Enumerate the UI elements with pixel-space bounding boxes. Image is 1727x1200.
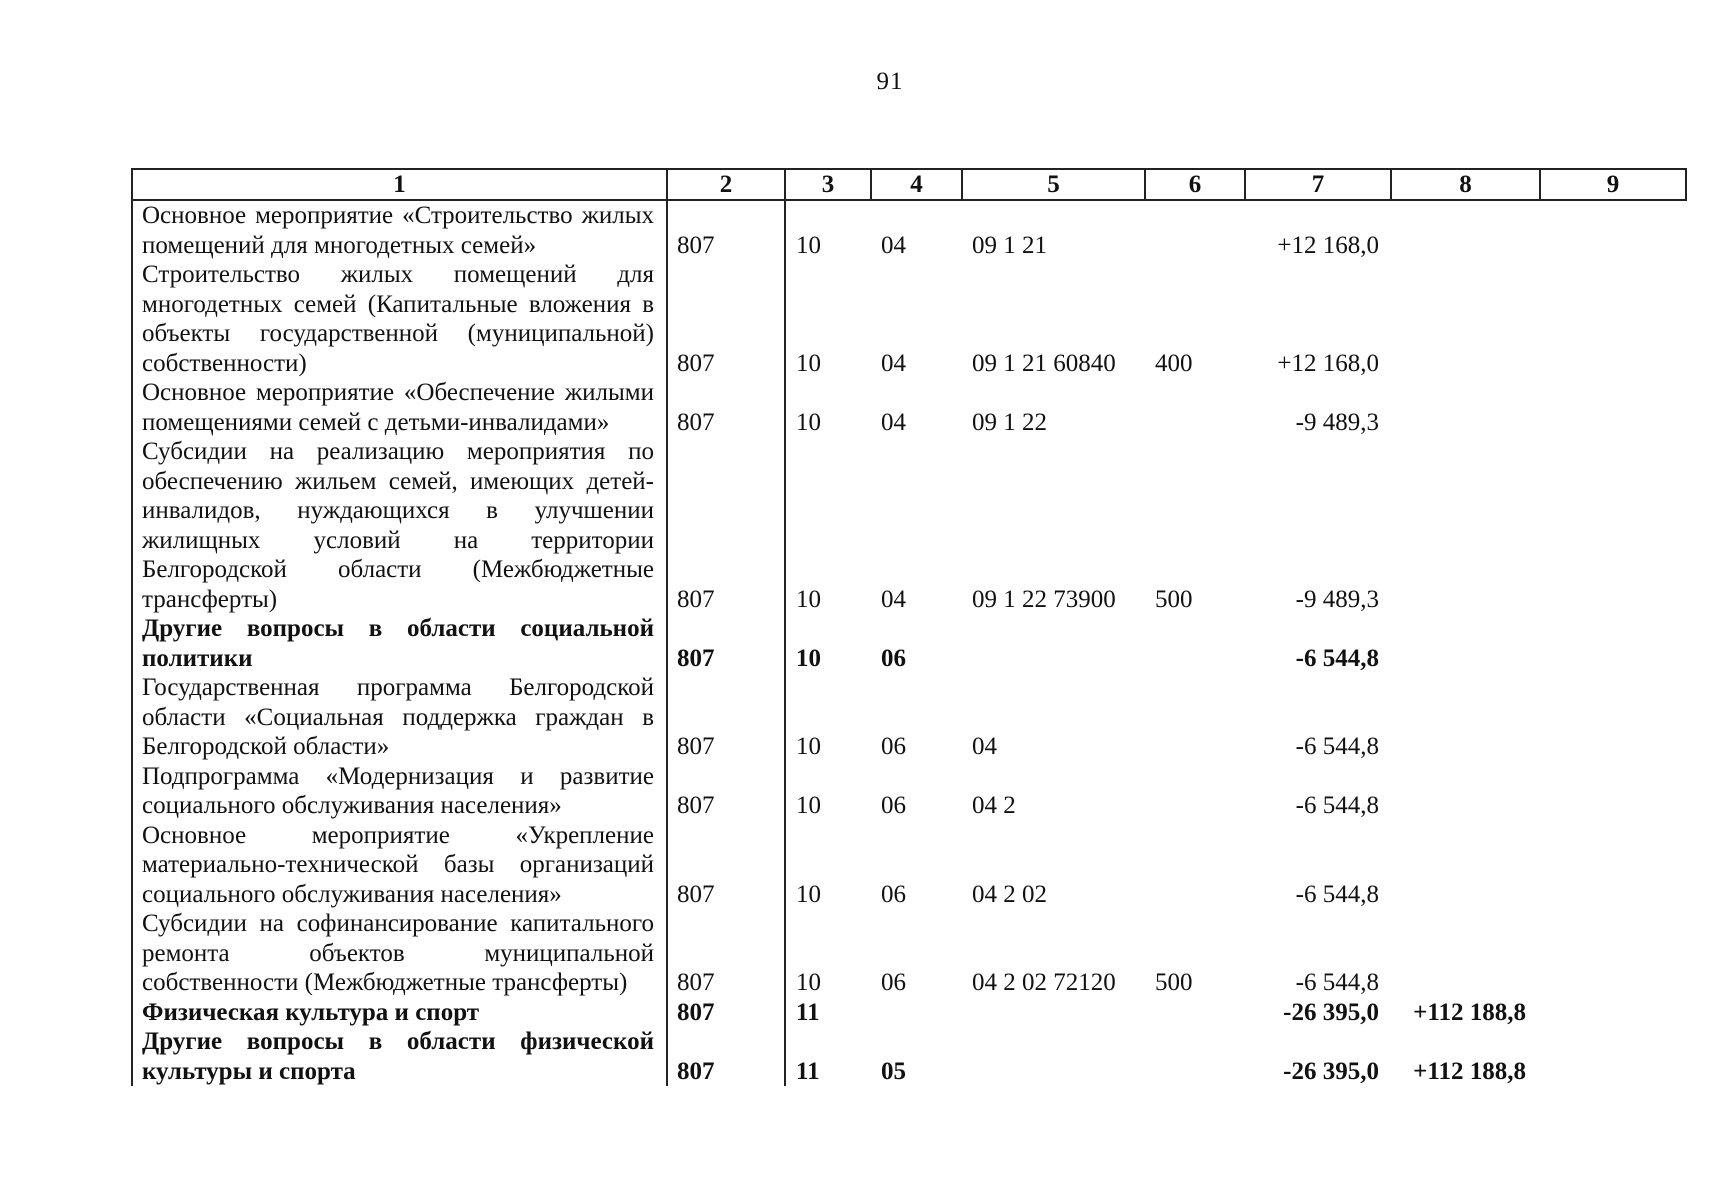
target-item-code: 09 1 21 bbox=[972, 231, 1047, 259]
target-item-code: 09 1 22 bbox=[972, 408, 1047, 436]
row-description: Основное мероприятие «Укрепление материально-технической базы организаций социального обслуживания населения» bbox=[132, 821, 667, 910]
ministry-code: 807 bbox=[667, 762, 785, 821]
column-header: 7 bbox=[1245, 169, 1391, 200]
section-code: 10 bbox=[796, 349, 821, 377]
amount-change-col7: -6 544,8 bbox=[1295, 792, 1379, 819]
amount-change-col8: +112 188,8 bbox=[1413, 1057, 1526, 1085]
table-row bbox=[132, 614, 1686, 673]
row-description: Субсидии на реализацию мероприятия по обеспечению жильем семей, имеющих детей-инвалидов, нуждающихся в улучшении жилищных условий на территории Белгородской области (Межбюджетные трансферты) bbox=[132, 437, 667, 614]
amount-change-col9 bbox=[1540, 614, 1686, 673]
expense-type-code: 500 bbox=[1155, 969, 1193, 996]
amount-change-col9 bbox=[1540, 378, 1686, 437]
expense-type-code: 500 bbox=[1155, 585, 1193, 613]
expense-type-code bbox=[1145, 378, 1245, 437]
amount-change-col7: +12 168,0 bbox=[1277, 231, 1379, 259]
amount-change-col9 bbox=[1540, 762, 1686, 821]
subsection-code: 04 bbox=[881, 408, 906, 436]
amount-change-col8: +112 188,8 bbox=[1413, 998, 1526, 1026]
subsection-code: 04 bbox=[881, 349, 906, 377]
amount-change-col9 bbox=[1540, 673, 1686, 762]
ministry-code: 807 bbox=[667, 378, 785, 437]
amount-change-col8 bbox=[1391, 260, 1540, 378]
subsection-code: 06 bbox=[881, 792, 906, 819]
section-code: 10 bbox=[796, 733, 821, 760]
target-item-code: 09 1 22 73900 bbox=[972, 585, 1116, 613]
expense-type-code bbox=[1145, 673, 1245, 762]
row-description: Физическая культура и спорт bbox=[132, 998, 667, 1028]
amount-change-col7: -26 395,0 bbox=[1283, 1057, 1379, 1085]
amount-change-col7: -26 395,0 bbox=[1283, 998, 1379, 1026]
table-row bbox=[132, 998, 1686, 1028]
ministry-code: 807 bbox=[667, 821, 785, 910]
table-row bbox=[132, 673, 1686, 762]
target-item-code bbox=[962, 1027, 1145, 1086]
section-code: 11 bbox=[796, 998, 820, 1026]
expense-type-code bbox=[1145, 821, 1245, 910]
table-row bbox=[132, 762, 1686, 821]
target-item-code: 04 bbox=[972, 733, 997, 760]
column-header: 4 bbox=[871, 169, 962, 200]
amount-change-col8 bbox=[1391, 200, 1540, 260]
table-row bbox=[132, 1027, 1686, 1086]
amount-change-col9 bbox=[1540, 437, 1686, 614]
section-code: 10 bbox=[796, 792, 821, 819]
amount-change-col9 bbox=[1540, 998, 1686, 1028]
column-header: 8 bbox=[1391, 169, 1540, 200]
expense-type-code: 400 bbox=[1155, 349, 1193, 377]
section-code: 10 bbox=[796, 644, 821, 672]
budget-table bbox=[131, 168, 1687, 1086]
amount-change-col8 bbox=[1391, 673, 1540, 762]
amount-change-col8 bbox=[1391, 614, 1540, 673]
target-item-code: 04 2 02 bbox=[972, 880, 1047, 908]
target-item-code: 09 1 21 60840 bbox=[972, 349, 1116, 377]
target-item-code: 04 2 bbox=[972, 792, 1016, 819]
row-description: Подпрограмма «Модернизация и развитие социального обслуживания населения» bbox=[132, 762, 667, 821]
expense-type-code bbox=[1145, 998, 1245, 1028]
expense-type-code bbox=[1145, 762, 1245, 821]
column-header: 2 bbox=[667, 169, 785, 200]
section-code: 10 bbox=[796, 585, 821, 613]
row-description: Основное мероприятие «Строительство жилых помещений для многодетных семей» bbox=[132, 200, 667, 260]
subsection-code bbox=[871, 998, 962, 1028]
table-row bbox=[132, 437, 1686, 614]
subsection-code: 06 bbox=[881, 969, 906, 996]
target-item-code bbox=[962, 998, 1145, 1028]
subsection-code: 05 bbox=[881, 1057, 906, 1085]
ministry-code: 807 bbox=[667, 1027, 785, 1086]
row-description: Строительство жилых помещений для многодетных семей (Капитальные вложения в объекты государственной (муниципальной) собственности) bbox=[132, 260, 667, 378]
expense-type-code bbox=[1145, 1027, 1245, 1086]
subsection-code: 06 bbox=[881, 880, 906, 908]
expense-type-code bbox=[1145, 614, 1245, 673]
amount-change-col8 bbox=[1391, 762, 1540, 821]
section-code: 10 bbox=[796, 231, 821, 259]
section-code: 10 bbox=[796, 408, 821, 436]
page-number: 91 bbox=[876, 68, 904, 95]
ministry-code: 807 bbox=[667, 200, 785, 260]
target-item-code: 04 2 02 72120 bbox=[972, 969, 1116, 996]
ministry-code: 807 bbox=[667, 437, 785, 614]
amount-change-col8 bbox=[1391, 909, 1540, 998]
column-header: 3 bbox=[785, 169, 871, 200]
amount-change-col7: -6 544,8 bbox=[1295, 880, 1379, 908]
column-header: 6 bbox=[1145, 169, 1245, 200]
table-row bbox=[132, 378, 1686, 437]
table-row bbox=[132, 821, 1686, 910]
subsection-code: 06 bbox=[881, 644, 906, 672]
amount-change-col8 bbox=[1391, 821, 1540, 910]
amount-change-col9 bbox=[1540, 1027, 1686, 1086]
column-header: 9 bbox=[1540, 169, 1686, 200]
column-header: 1 bbox=[132, 169, 667, 200]
row-description: Субсидии на софинансирование капитального ремонта объектов муниципальной собственности (Межбюджетные трансферты) bbox=[132, 909, 667, 998]
subsection-code: 04 bbox=[881, 231, 906, 259]
section-code: 11 bbox=[796, 1057, 820, 1085]
row-description: Другие вопросы в области физической культуры и спорта bbox=[132, 1027, 667, 1086]
amount-change-col7: -6 544,8 bbox=[1295, 644, 1379, 672]
table-row bbox=[132, 200, 1686, 260]
table-row bbox=[132, 909, 1686, 998]
subsection-code: 04 bbox=[881, 585, 906, 613]
ministry-code: 807 bbox=[667, 614, 785, 673]
amount-change-col9 bbox=[1540, 200, 1686, 260]
amount-change-col7: -6 544,8 bbox=[1295, 969, 1379, 996]
table-header bbox=[132, 169, 1686, 200]
subsection-code: 06 bbox=[881, 733, 906, 760]
table-row bbox=[132, 260, 1686, 378]
row-description: Другие вопросы в области социальной политики bbox=[132, 614, 667, 673]
section-code: 10 bbox=[796, 880, 821, 908]
amount-change-col9 bbox=[1540, 909, 1686, 998]
amount-change-col7: +12 168,0 bbox=[1277, 349, 1379, 377]
row-description: Государственная программа Белгородской области «Социальная поддержка граждан в Белгородской области» bbox=[132, 673, 667, 762]
table-body bbox=[132, 200, 1686, 1086]
ministry-code: 807 bbox=[667, 673, 785, 762]
amount-change-col8 bbox=[1391, 437, 1540, 614]
ministry-code: 807 bbox=[667, 998, 785, 1028]
amount-change-col8 bbox=[1391, 378, 1540, 437]
amount-change-col9 bbox=[1540, 821, 1686, 910]
amount-change-col9 bbox=[1540, 260, 1686, 378]
amount-change-col7: -6 544,8 bbox=[1295, 733, 1379, 760]
expense-type-code bbox=[1145, 200, 1245, 260]
amount-change-col7: -9 489,3 bbox=[1295, 585, 1379, 613]
section-code: 10 bbox=[796, 969, 821, 996]
column-header: 5 bbox=[962, 169, 1145, 200]
target-item-code bbox=[962, 614, 1145, 673]
ministry-code: 807 bbox=[667, 260, 785, 378]
row-description: Основное мероприятие «Обеспечение жилыми помещениями семей с детьми-инвалидами» bbox=[132, 378, 667, 437]
amount-change-col7: -9 489,3 bbox=[1295, 408, 1379, 436]
ministry-code: 807 bbox=[667, 909, 785, 998]
